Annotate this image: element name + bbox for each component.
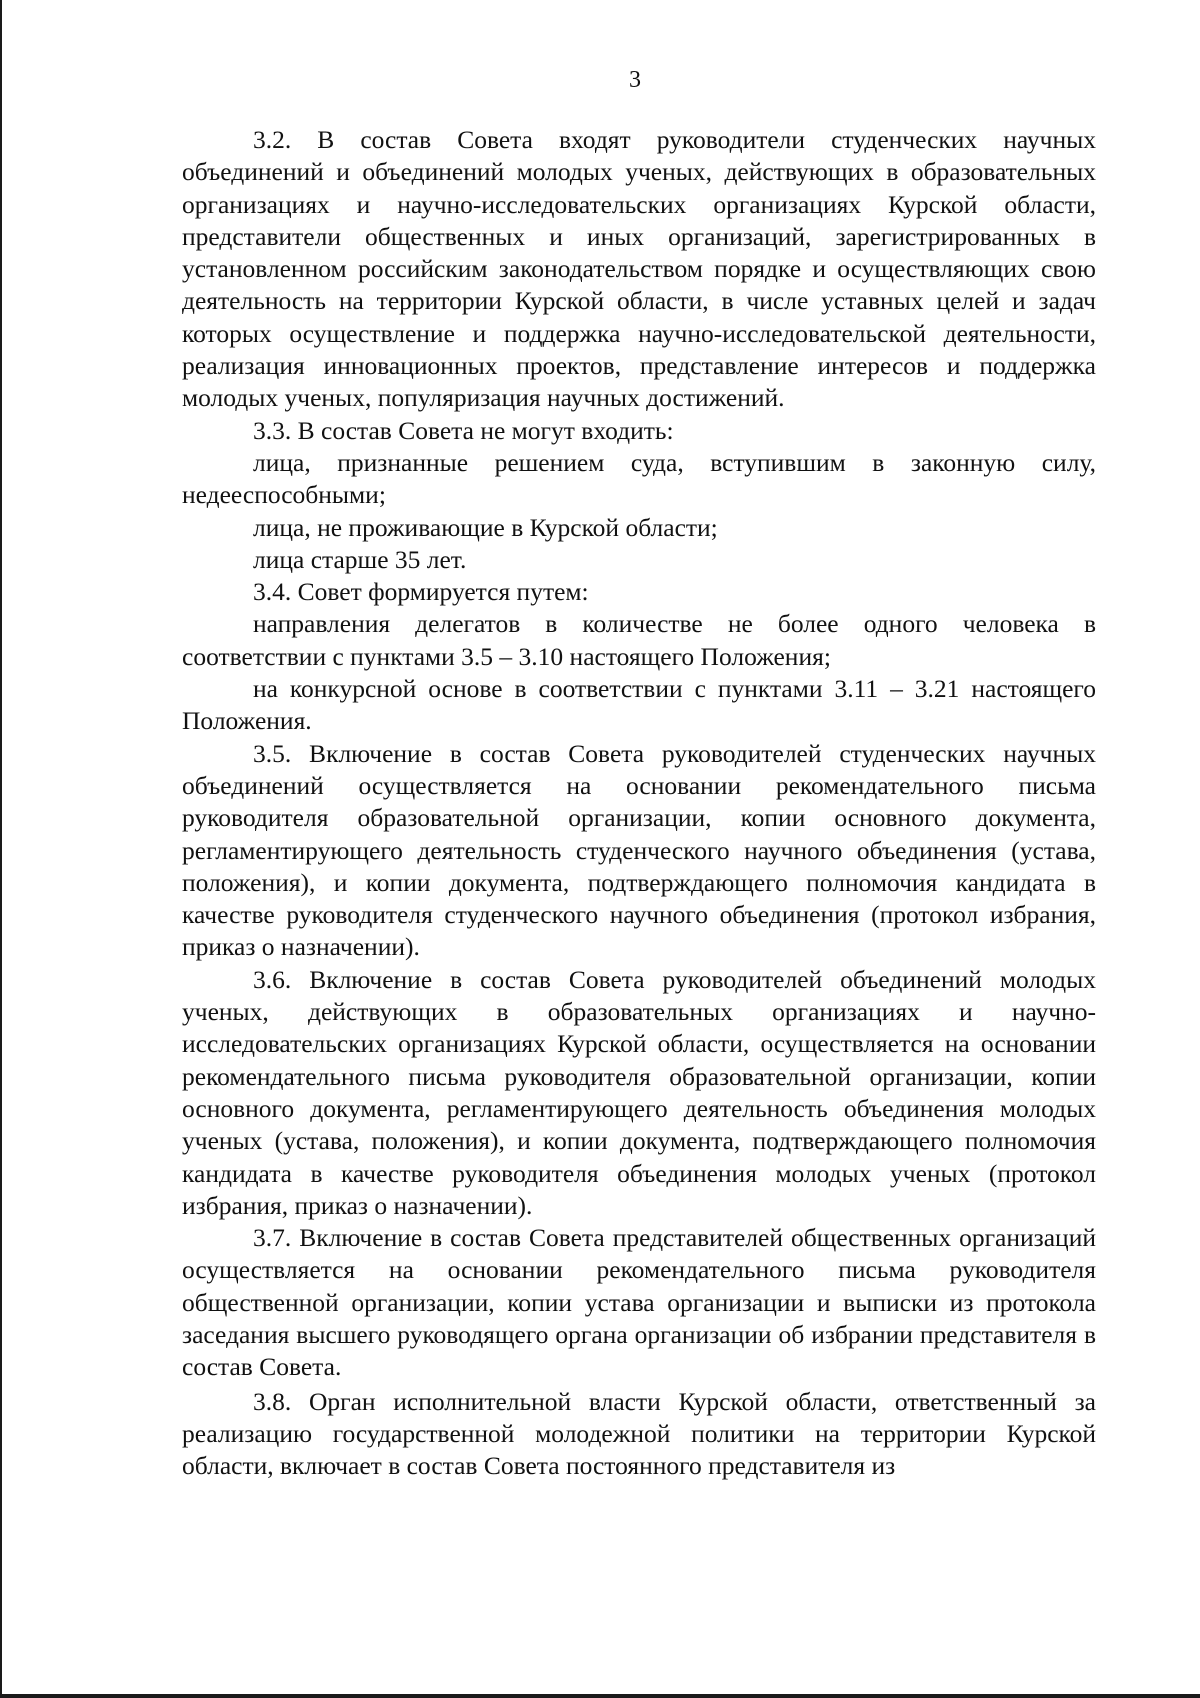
scan-edge-bottom bbox=[0, 1694, 1200, 1698]
list-item-incapacitated: лица, признанные решением суда, вступившим в законную силу, недееспособными; bbox=[182, 447, 1096, 510]
paragraph-3-2: 3.2. В состав Совета входят руководители студенческих научных объединений и объединений молодых ученых, действующих в образовательных организациях и научно-исследовательских организациях Курской области, представители общественных и иных организаций, зарегистрированных в установленном российским законодательством порядке и осуществляющих свою деятельность на территории Курской области, в числе уставных целей и задач которых осуществление и поддержка научно-исследовательской деятельности, реализация инновационных проектов, представление интересов и поддержка молодых ученых, популяризация научных достижений. bbox=[182, 125, 1096, 413]
paragraph-3-8: 3.8. Орган исполнительной власти Курской области, ответственный за реализацию государственной молодежной политики на территории Курской области, включает в состав Совета постоянного представителя из bbox=[182, 1386, 1096, 1481]
paragraph-3-7: 3.7. Включение в состав Совета представителей общественных организаций осуществляется на основании рекомендательного письма руководителя общественной организации, копии устава организации и выписки из протокола заседания высшего руководящего органа организации об избрании представителя в состав Совета. bbox=[182, 1223, 1096, 1382]
page-number: 3 bbox=[629, 67, 641, 93]
paragraph-3-5: 3.5. Включение в состав Совета руководителей студенческих научных объединений осуществляется на основании рекомендательного письма руководителя образовательной организации, копии основного документа, регламентирующего деятельность студенческого научного объединения (устава, положения), и копии документа, подтверждающего полномочия кандидата в качестве руководителя студенческого научного объединения (протокол избрания, приказ о назначении). bbox=[182, 738, 1096, 962]
paragraph-3-3: 3.3. В состав Совета не могут входить: bbox=[253, 415, 674, 445]
list-item-non-resident: лица, не проживающие в Курской области; bbox=[253, 512, 718, 542]
document-body bbox=[182, 124, 1096, 1482]
list-item-competition: на конкурсной основе в соответствии с пунктами 3.11 – 3.21 настоящего Положения. bbox=[182, 674, 1096, 736]
paragraph-3-6: 3.6. Включение в состав Совета руководителей объединений молодых ученых, действующих в образовательных организациях и научно-исследовательских организациях Курской области, осуществляется на основании рекомендательного письма руководителя образовательной организации, копии основного документа, регламентирующего деятельность объединения молодых ученых (устава, положения), и копии документа, подтверждающего полномочия кандидата в качестве руководителя объединения молодых ученых (протокол избрания, приказ о назначении). bbox=[182, 964, 1096, 1220]
list-item-age-limit: лица старше 35 лет. bbox=[253, 544, 467, 574]
paragraph-3-4: 3.4. Совет формируется путем: bbox=[253, 577, 589, 607]
list-item-delegates: направления делегатов в количестве не более одного человека в соответствии с пунктами 3.5 – 3.10 настоящего Положения; bbox=[182, 609, 1096, 671]
scan-edge-left bbox=[0, 0, 2, 1698]
